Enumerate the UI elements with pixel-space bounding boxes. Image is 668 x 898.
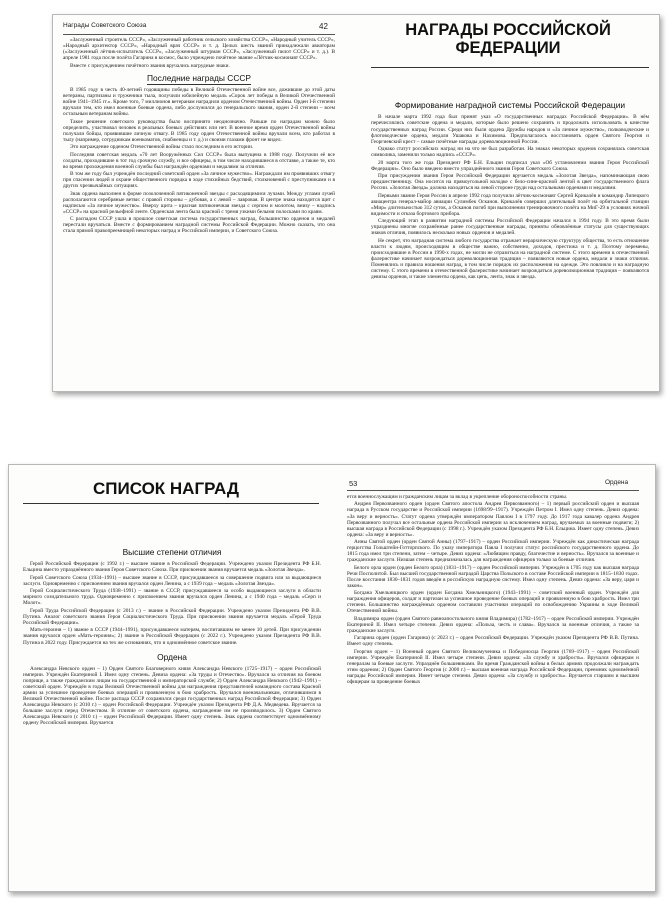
- subsection-title: Ордена: [157, 651, 187, 662]
- paragraph: Такое решение советского руководства было воспринято неоднозначно. Раньше по наградам можно было определить, участвовал человек в реальных боевых действиях или нет. В военное время орден Отечественной войны получали бойцы, проявившие личную отвагу. В 1985 году орден Отечественной войны вручали всем, кто работал в тылу (например, сотрудникам военкоматов, снабженцы и т. д.) и своими глазами фронт не видел.: [63, 118, 335, 143]
- paragraph: Герой Социалистического Труда (1938–1991) – звание в СССР, присуждавшееся за особо выдающиеся заслуги в области мирного созидательного труда. Одновременно с присвоением звания вручался орден Ленина, а с 1940 года – медаль «Серп и Молот».: [23, 588, 321, 607]
- paragraph: Александра Невского орден – 1) Орден Святого Благоверного князя Александра Невского (1725–1917) – орден Российской империи. Учреждён Екатериной I. Имел одну степень. Девиза ордена: «За труды и Отечество». Вручался за отличия на боевом поприще, а также гражданским лицам на государственной и императорской службе; 2) Орден Александра Невского (1942–1991) – советский орден. Учреждён в годы Великой Отечественной войны для награждения представителей командного состава Красной армии за успешное проведение боевых операций и проявленную в бою храбрость. Вручался военачальникам, отличившимся в Великой Отечественной войне. После распада СССР сохранился среди государственных наград Российской Федерации; 3) Орден Александра Невского (с 2010 г.) – орден Российской Федерации. Учреждён указом Президента РФ Д.А. Медведева. Вручается за большие заслуги перед Отечеством. В отличие от советского ордена, награждение им не производилось. 3) Орден Святого Александра Невского (с 2010 г.) – орден Российской Федерации. Имеет одну степень. Знак ордена соответствует одноимённому ордену Российской империи. Вручается: [23, 665, 321, 727]
- paragraph: Владимира орден (орден Святого равноапостольного князя Владимира) (1782–1917) – орден Российской империи. Учреждён Екатериной II. Имел четыре степени. Девиз ордена: «Польза, честь и слава». Вручался за военные отличия, а также за гражданские заслуги.: [347, 615, 639, 634]
- paragraph: Гагарина орден (орден Гагарина) (с 2023 г.) – орден Российской Федерации. Учреждён указом Президента РФ В.В. Путина. Имеет одну степень.: [347, 635, 639, 648]
- paragraph: Это награждение орденом Отечественной войны стало последним в его истории.: [70, 144, 254, 151]
- running-head: Награды Советского Союза: [63, 22, 147, 29]
- section-title: Высшие степени отличия: [122, 547, 222, 557]
- left-column: [23, 543, 321, 889]
- left-column: [63, 37, 335, 387]
- paragraph: Последняя советская медаль «70 лет Вооружённых Сил СССР» была выпущена в 1988 году. Получили её все солдаты, проходившие в тот год срочную службу, и все офицеры, в том числе находившиеся в отставке, а также те, кто во время прохождения военной службы был награждён орденами и медалями за отличия.: [63, 151, 335, 170]
- paragraph: В 1985 году в честь 40-летней годовщины победы в Великой Отечественной войне все, дожившие до этой даты ветераны, партизаны и труженики тыла, получили юбилейную медаль «Сорок лет победы в Великой Отечественной войне 1941–1945 гг.». Кроме того, 7 миллионов ветеранам наградили орденом Отечественной войны. Орден I-й степени вручали тем, кто имел военные боевые ордена, либо дослужился до генеральского звания, орден 2-й степени – всем остальным ветеранам войны.: [63, 87, 335, 118]
- right-column: [371, 101, 649, 387]
- header-rule: [347, 490, 639, 491]
- paragraph: Георгия орден – 1) Военный орден Святого Великомученика и Победоносца Георгия (1769–1917) – орден Российской империи. Учреждён Екатериной II. Имел четыре степени. Девиз ордена: «За службу и храбрость». Вручался офицерам и генералам за боевые заслуги. Упразднён большевиками. Во время Гражданской войны в белых армиях продолжали награждать этим орденом; 2) Орден Святого Георгия (с 2000 г.) – высшая военная награда Российской Федерации, преемник одноимённой награды Российской империи. Имеет четыре степени. Девиз ордена: «За службу и храбрость». Вручается старшим и высшим офицерам за проведение боевых: [347, 648, 639, 686]
- page-title: СПИСОК НАГРАД: [93, 479, 239, 498]
- paragraph: Андрея Первозванного орден (орден Святого апостола Андрея Первозванного) – 1) первый российский орден и высшая награда в Русском государстве и Российской империи (1698/99–1917). Учреждён Петром I. Имел одну степень. Девиз ордена: «За веру и верность». Статут ордена утверждён императором Павлом I в 1797 году. До 1917 года кавалер ордена Андрея Первозванного получал все остальные ордена Российской империи за исключением наград, вручаемых за военные подвиги; 2) высшая награда в Российской Федерации (с 1998 г.). Учреждён указом Президента РФ Б.Н. Ельцина. Имеет одну степень. Девиз ордена: «За веру и верность».: [347, 501, 639, 538]
- top-page: [52, 14, 660, 392]
- paragraph: В том же году был учреждён последний советский орден «За личное мужество». Награждали им проявивших отвагу при спасении людей и охране общественного порядка в ходе стихийных бедствий, столкновений с преступниками и в других чрезвычайных ситуациях.: [63, 171, 335, 190]
- paragraph: Следующий этап в развитии наградной системы Российской Федерации начался в 1994 году. В это время были упразднены многие сохранённые ранее государственные награды, приняты обновлённые статусы для существующих знаков отличия, появилось несколько новых орденов и медалей.: [371, 218, 649, 237]
- paragraph: Знак ордена выполнен в форме позолоченной пятиконечной звезды с расходящимися лучами. Между углами лучей располагаются серебряные ветви: с правой стороны – дубовая, а с левой – лавровая. В центре знака находится щит с надписью «За личное мужество». Вверху щита – красная пятиконечная звезда с серпом и молотом, внизу – надпись «СССР» на красной рельефной ленте. Орденская лента была красной с тремя узкими белыми полосками по краям.: [63, 190, 335, 215]
- title-rule: [23, 503, 319, 504]
- page-number: 53: [349, 479, 358, 488]
- paragraph: «Заслуженный строитель СССР», «Заслуженный работник сельского хозяйства СССР», «Народный учитель СССР», «Народный архитектор СССР», «Народный врач СССР» и т. д. Целых шесть званий принадлежали авиаторам («Заслуженный лётчик-испытатель СССР», «Заслуженный штурман СССР», «Заслуженный пилот СССР» и т. д.). В апреле 1981 года после полёта Гагарина в космос, было учреждено почётное звание «Лётчик-космонавт СССР».: [63, 37, 335, 62]
- paragraph: Белого орла орден (орден Белого орла) (1831–1917) – орден Российской империи. Учреждён в 1705 году как высшая награда Речи Посполитой. Был высшей государственной наградой Царства Польского в составе Российской империи в 1815–1830 годах. После восстания 1830–1831 годов введён в российскую наградную систему. Имел одну степень. Девиз ордена: «За веру, царя и закон».: [347, 564, 639, 589]
- bottom-page: [8, 464, 656, 892]
- page-title: НАГРАДЫ РОССИЙСКОЙ ФЕДЕРАЦИИ: [405, 21, 611, 57]
- paragraph: Герой Российской Федерации (с 1992 г.) – высшее звание в Российской Федерации. Учреждено указом Президента РФ Б.Н. Ельцина вместо упразднённого звания Героя Советского Союза. При присвоении звания вручается медаль «Золотая Звезда».: [23, 561, 321, 574]
- paragraph: Богдана Хмельницкого орден (орден Богдана Хмельницкого) (1943–1991) – советский военный орден. Учреждён для награждения офицеров, солдат и партизан за успешное проведение боевых операций и проявленную в бою храбрость. Имел три степени. Большинство награждённых орденом составили участники операций по освобождению Украины в ходе Великой Отечественной войны.: [347, 590, 639, 615]
- title-rule: [371, 67, 649, 68]
- paragraph: С распадом СССР ушла в прошлое советская система государственных наград, большинство орденов и медалей перестали вручаться. Вместе с формированием наградной системы Российской Федерации. Можно сказать, что она стала прямой правопреемницей некоторых наград и Российской империи, и Советского Союза.: [63, 216, 335, 235]
- running-head: Ордена: [605, 479, 629, 486]
- paragraph: При присуждении звания Героя Российской Федерации вручается медаль «Золотая Звезда», напоминающая свою предшественницу. Она носится на прямоугольной колодке с бело-сине-красной лентой в цвет государственного флага России. «Золотая Звезда» должна находиться на левой стороне груди над остальными орденами и медалями.: [371, 173, 649, 192]
- paragraph: 20 марта того же года Президент РФ Б.Н. Ельцин подписал указ «Об установлении звания Героя Российской Федерации». Оно было введено вместо упразднённого звания Героя Советского Союза.: [371, 159, 649, 172]
- paragraph: Вместе с присуждением почётного звания вручались нагрудные знаки.: [70, 62, 230, 69]
- header-rule: [63, 34, 335, 35]
- paragraph: Герой Труда Российской Федерации (с 2013 г.) – звание в Российской Федерации. Учреждено указом Президента РФ В.В. Путина. Аналог советского звания Героя Социалистического Труда. При присвоении звания вручается медаль «Герой Труда Российской Федерации».: [23, 607, 321, 626]
- paragraph: ется военнослужащим и гражданским лицам за вклад в укрепление обороноспособности страны.: [347, 494, 568, 500]
- paragraph: Не секрет, что наградная система любого государства отражает иерархическую структуру общества, то есть отношение власти к людям, происходящим в обществе важно, собственно, доходов, престижа и т. д. Поэтому перемены, происходившие в России в 1990-х годах, не могли не отразиться на наградной системе. С этого времени в отечественной фалеристике начинает возрождаться дореволюционная традиция – появляются новые ордена, медали и знаки отличия. Поменялись и правила ношения наград, в том числе порядок их расположения на одежде. Это повлияло и на наградную систему. С этого времени в отечественной фалеристике начинает возрождаться дореволюционная традиция – появляются девизы орденов, и такие элементы ордена, как цепь, лента, знак и звезда.: [371, 237, 649, 280]
- paragraph: Мать-героиня – 1) звание в СССР (1944–1991), присуждавшееся матерям, воспитавшим не менее 10 детей. При присуждении звания вручался орден «Мать-героиня»; 2) звание в Российской Федерации (с 2022 г.). Учреждено указом Президента РФ В.В. Путина в 2022 году. Присуждается на тех же основаниях, что и одноимённое советское звание.: [23, 627, 321, 646]
- paragraph: Герой Советского Союза (1934–1991) – высшее звание в СССР, присуждавшееся за совершение подвига или за выдающиеся заслуги. Одновременно с присвоением звания вручался орден Ленина, а с 1939 года – медаль «Золотая Звезда».: [23, 574, 321, 587]
- section-title: Формирование наградной системы Российской Федерации: [394, 101, 626, 110]
- section-title-text: Последние награды СССР: [146, 72, 252, 83]
- paragraph: Первыми звание Героя России в апреле 1992 года получили лётчик-космонавт Сергей Крикалёв и командир Липецкого авиацентра генерал-майор авиации Сулимбек Осканов. Крикалёв совершил длительный полёт на орбитальной станции «Мир» длительностью 312 суток, а Осканов погиб при выполнении тренировочного полёта на МиГ-29 в условиях ночной видимости и отказа бортового прибора.: [371, 192, 649, 217]
- section-title: [63, 74, 335, 83]
- right-column: [347, 494, 639, 889]
- paragraph: Однако статут российских наград ни на что не был разработан. На знаках некоторых орденов сохранялась советская символика, заменили только надпись «СССР».: [371, 146, 649, 159]
- paragraph: В начале марта 1992 года был принят указ «О государственных наградах Российской Федерации». В нём перечислялись советские ордена и медали, которые было решено сохранить и продолжать использовать в качестве государственных наград России. Среди них были ордена Дружбы народов и «За личное мужество», полководческие и флотоводческие ордена, медали Ушакова и Нахимова. Предполагалось восстановить орден Святого Георгия и Георгиевский крест – самые почётные награды дореволюционной России.: [371, 114, 649, 145]
- page-number: 42: [319, 22, 328, 31]
- paragraph: Анны Святой орден (орден Святой Анны) (1797–1917) – орден Российской империи. Учреждён как династическая награда герцогства Гольштейн-Готторпского. По указу императора Павла I получил статус российского государственного ордена. До 1815 года имел три степени, затем – четыре. Девиз ордена: «Любящим правду, благочестие и верность». Вручался за военные и гражданские заслуги. Низшая степень предназначалась для награждения офицеров только за боевые отличия.: [347, 539, 639, 564]
